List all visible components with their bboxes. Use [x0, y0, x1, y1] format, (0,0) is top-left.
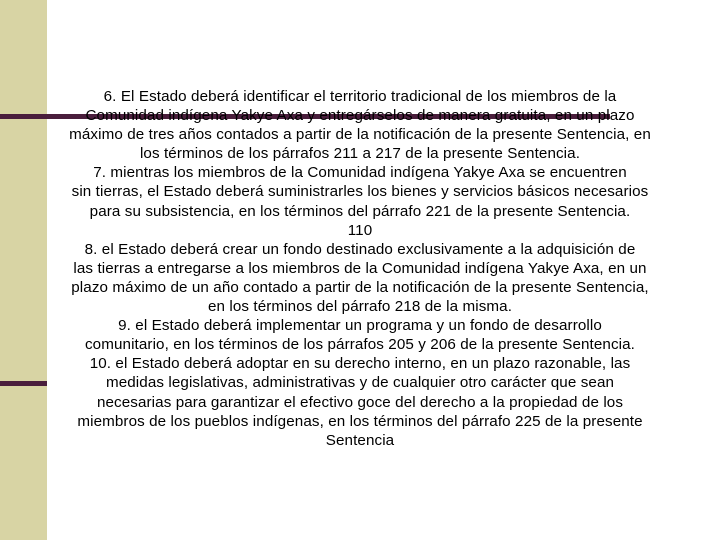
text-line: máximo de tres años contados a partir de la notificación de la presente Sentencia, en — [69, 126, 651, 144]
text-line: 7. mientras los miembros de la Comunidad indígena Yakye Axa se encuentren — [93, 164, 627, 182]
text-line: 10. el Estado deberá adoptar en su derecho interno, en un plazo razonable, las — [89, 355, 631, 373]
text-line: Sentencia — [325, 431, 395, 449]
text-line: 9. el Estado deberá implementar un programa y un fondo de desarrollo — [118, 317, 602, 335]
text-line: plazo máximo de un año contado a partir de la notificación de la presente Sentencia, — [71, 278, 649, 296]
text-line: medidas legislativas, administrativas y de cualquier otro carácter que sean — [105, 374, 615, 392]
slide-body-text — [30, 87, 690, 450]
text-line: 6. El Estado deberá identificar el territorio tradicional de los miembros de la — [103, 88, 617, 105]
text-line: comunitario, en los términos de los párrafos 205 y 206 de la presente Sentencia. — [84, 336, 635, 354]
text-line: sin tierras, el Estado deberá suministrarles los bienes y servicios básicos necesarios — [71, 183, 649, 201]
text-line: 110 — [347, 221, 373, 239]
text-line: para su subsistencia, en los términos del párrafo 221 de la presente Sentencia. — [89, 202, 631, 220]
text-line: Comunidad indígena Yakye Axa y entregárselos de manera gratuita, en un plazo — [85, 107, 635, 125]
text-line: miembros de los pueblos indígenas, en los términos del párrafo 225 de la presente — [77, 412, 643, 430]
text-line: necesarias para garantizar el efectivo goce del derecho a la propiedad de los — [96, 393, 624, 411]
text-line: en los términos del párrafo 218 de la misma. — [207, 298, 513, 316]
text-line: los términos de los párrafos 211 a 217 de la presente Sentencia. — [139, 145, 581, 163]
text-line: 8. el Estado deberá crear un fondo destinado exclusivamente a la adquisición de — [84, 240, 636, 258]
text-line: las tierras a entregarse a los miembros de la Comunidad indígena Yakye Axa, en un — [73, 259, 647, 277]
